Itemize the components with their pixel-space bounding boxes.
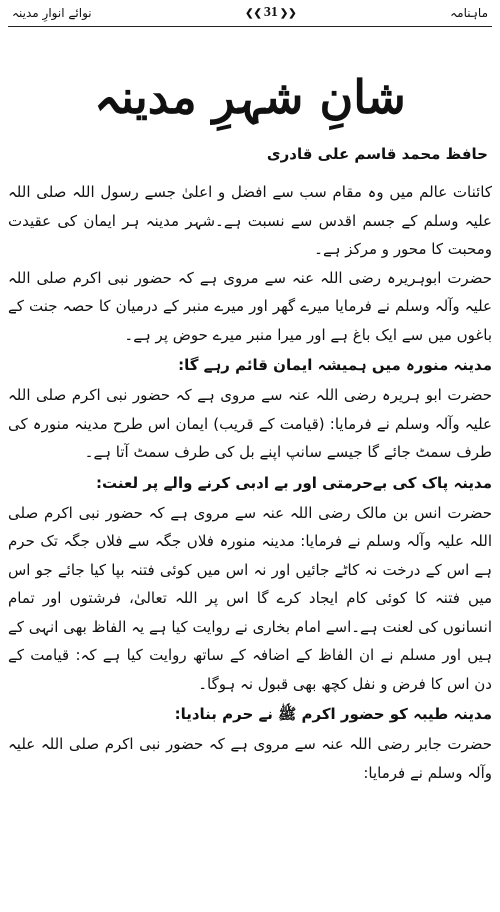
paragraph-intro: کائنات عالم میں وہ مقام سب سے افضل و اعلیٰ جسے رسول اللہ صلی اللہ علیہ وسلم کے جسم اقدس سے نسبت ہے۔شہر مدینہ ہر ایمان کی عقیدت ومحبت کا محور و مرکز ہے۔ [8,183,493,258]
article-title: شانِ شہرِ مدینہ [94,70,406,124]
magazine-name: نوائے انوارِ مدینہ [12,6,92,20]
paragraph-hadith-3: حضرت انس بن مالک رضی اللہ عنہ سے مروی ہے کہ حضور نبی اکرم صلی اللہ علیہ وآلہ وسلم نے فرمایا: مدینہ منورہ فلاں جگہ سے فلاں جگہ تک حرم ہے اس کے درخت نہ کاٹے جائیں اور نہ اس میں کوئی فتنہ بپا کیا جائے جو اس میں فتنہ کا کوئی کام ایجاد کرے گا اس پر اللہ تعالیٰ، فرشتوں اور تمام انسانوں کی لعنت ہے۔اسے امام بخاری نے روایت کیا ہے یہ الفاظ بھی انہی کے ہیں اور مسلم نے ان الفاظ کے اضافہ کے ساتھ روایت کیا ہے کہ: قیامت کے دن اس کا فرض و نفل کچھ بھی قبول نہ ہوگا۔ [8,503,492,693]
ornament-left-icon: ❮❮ [279,7,297,19]
article-body [8,178,492,787]
author-name: حافظ محمد قاسم علی قادری [266,145,488,163]
paragraph-hadith-2: حضرت ابو ہریرہ رضی اللہ عنہ سے مروی ہے کہ حضور نبی اکرم صلی اللہ علیہ وآلہ وسلم نے فرمایا: (قیامت کے قریب) ایمان اس طرح مدینہ منورہ کی طرف سمٹ جائے گا جیسے سانپ اپنے بل کی طرف سمٹ آتا ہے۔ [8,386,492,461]
page-header [0,0,500,26]
section-heading-iman: مدینہ منورہ میں ہمیشہ ایمان قائم رہے گا: [178,356,492,374]
section-heading-lanat: مدینہ پاک کی بےحرمتی اور بے ادبی کرنے والے پر لعنت: [96,473,492,492]
paragraph-hadith-1: حضرت ابوہریرہ رضی اللہ عنہ سے مروی ہے کہ حضور نبی اکرم صلی اللہ علیہ وآلہ وسلم نے فرمایا میرے گھر اور میرے منبر کے درمیان کا حصہ جنت کے باغوں میں سے ایک باغ ہے اور میرا منبر میرے حوض پر ہے۔ [8,268,492,344]
page-number [241,5,301,21]
page-number-value: 31 [263,5,278,20]
magazine-label: ماہنامہ [450,6,488,20]
section-heading-haram: مدینہ طیبہ کو حضور اکرم ﷺ نے حرم بنادیا: [174,705,492,723]
paragraph-hadith-4: حضرت جابر رضی اللہ عنہ سے مروی ہے کہ حضور نبی اکرم صلی اللہ علیہ وآلہ وسلم نے فرمایا: [8,735,492,782]
header-divider [8,26,492,27]
ornament-right-icon: ❯❯ [245,7,262,19]
